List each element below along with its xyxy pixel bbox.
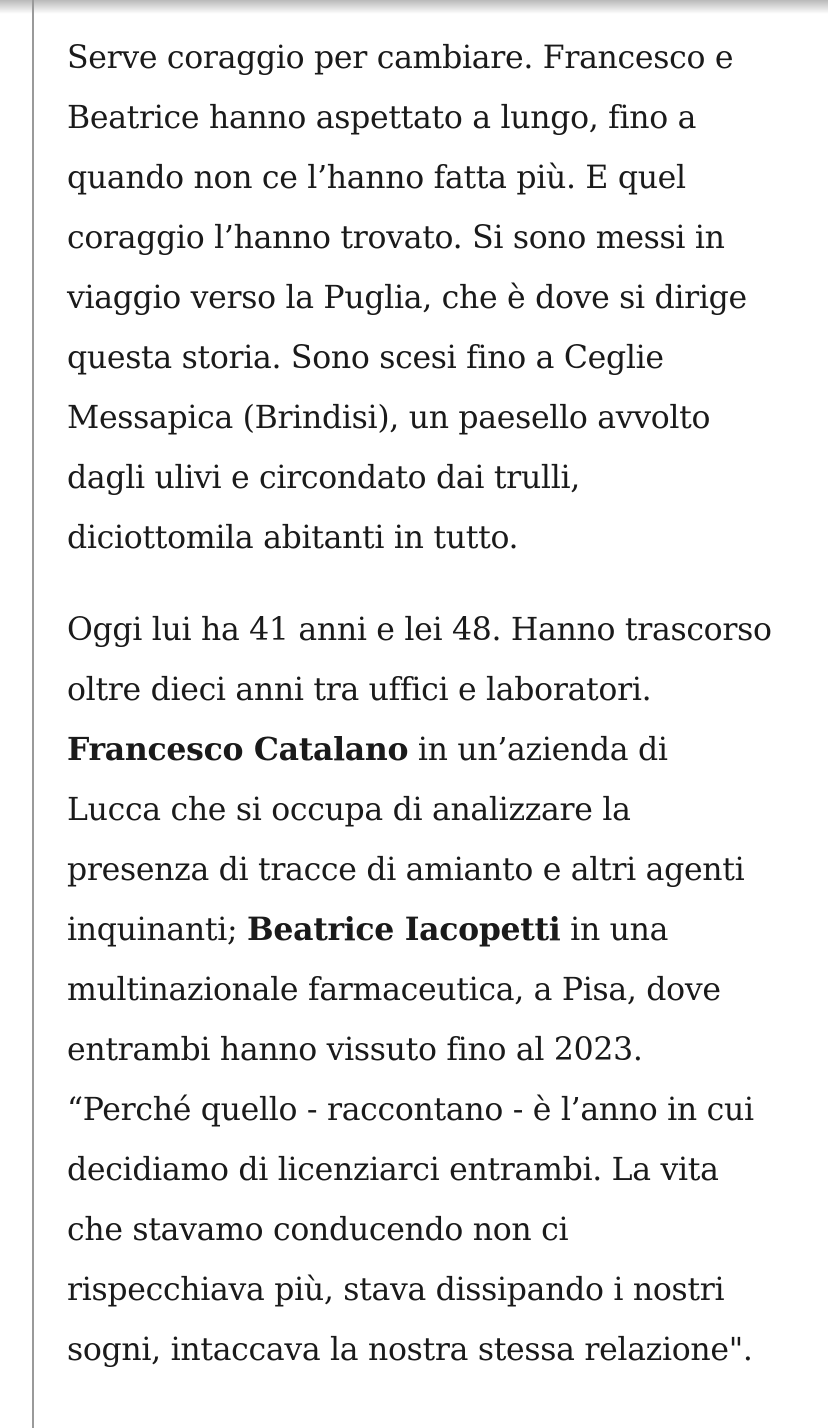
text-line: Serve coraggio per cambiare. Francesco e — [67, 40, 734, 76]
paragraph-1 — [67, 28, 802, 568]
text-line: Messapica (Brindisi), un paesello avvolto — [67, 400, 711, 436]
text-line: sogni, intaccava la nostra stessa relazione". — [67, 1332, 753, 1368]
text-line: che stavamo conducendo non ci — [67, 1212, 569, 1248]
text-line: oltre dieci anni tra uffici e laboratori. — [67, 672, 652, 708]
text-line: Beatrice hanno aspettato a lungo, fino a — [67, 100, 697, 136]
text-fragment: inquinanti; — [67, 912, 248, 948]
text-line: “Perché quello - raccontano - è l’anno in cui — [67, 1092, 754, 1128]
text-line: questa storia. Sono scesi fino a Ceglie — [67, 340, 664, 376]
text-line — [67, 900, 802, 960]
paragraph-2 — [67, 600, 802, 1380]
left-border-line — [32, 0, 34, 1428]
text-line: Lucca che si occupa di analizzare la — [67, 792, 631, 828]
text-fragment: in un’azienda di — [408, 732, 668, 768]
text-line: multinazionale farmaceutica, a Pisa, dove — [67, 972, 721, 1008]
text-line: rispecchiava più, stava dissipando i nostri — [67, 1272, 725, 1308]
bold-name-beatrice: Beatrice Iacopetti — [247, 911, 561, 948]
bold-name-francesco: Francesco Catalano — [67, 731, 409, 768]
text-line: dagli ulivi e circondato dai trulli, — [67, 460, 580, 496]
text-line: diciottomila abitanti in tutto. — [67, 520, 519, 556]
text-line — [67, 720, 802, 780]
text-line: quando non ce l’hanno fatta più. E quel — [67, 160, 686, 196]
top-shadow — [0, 0, 828, 14]
text-line: entrambi hanno vissuto fino al 2023. — [67, 1032, 643, 1068]
text-line: decidiamo di licenziarci entrambi. La vita — [67, 1152, 719, 1188]
text-line: Oggi lui ha 41 anni e lei 48. Hanno trascorso — [67, 612, 772, 648]
text-fragment: in una — [560, 912, 669, 948]
text-line: viaggio verso la Puglia, che è dove si dirige — [67, 280, 747, 316]
text-line: coraggio l’hanno trovato. Si sono messi in — [67, 220, 725, 256]
text-line: presenza di tracce di amianto e altri agenti — [67, 852, 745, 888]
article-body — [67, 28, 802, 1380]
